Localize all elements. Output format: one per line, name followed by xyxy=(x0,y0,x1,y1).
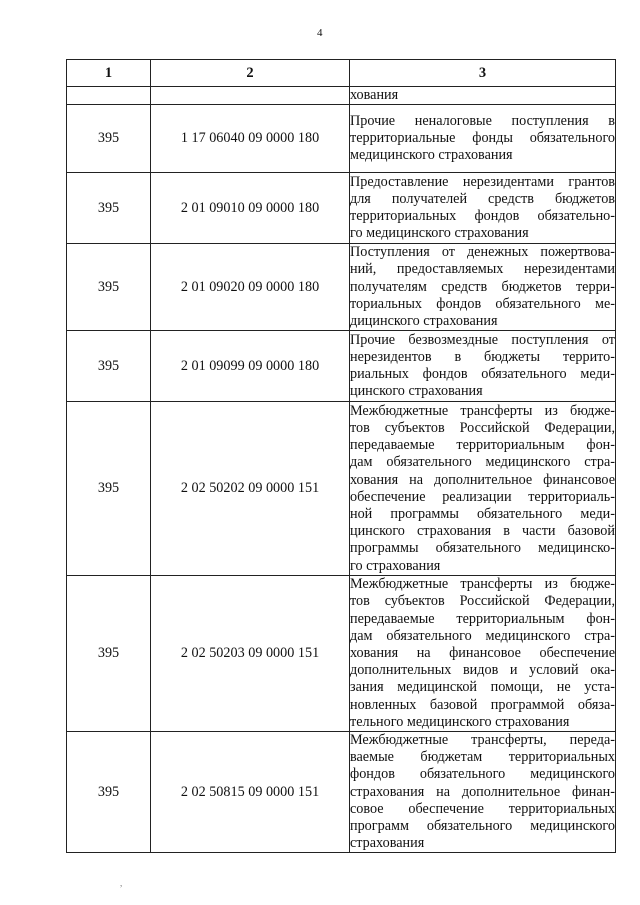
description-cell xyxy=(350,244,616,331)
desc-line: дам обязательного медицинского стра- xyxy=(350,454,615,471)
table-row xyxy=(67,173,616,244)
scan-mark: , xyxy=(120,878,123,888)
desc-line: страхования на дополнительное финан- xyxy=(350,783,615,800)
desc-line: Межбюджетные трансферты из бюдже- xyxy=(350,402,615,419)
desc-line: ваемые бюджетам территориальных xyxy=(350,749,615,766)
description-cell xyxy=(350,331,616,402)
desc-line: обеспечение реализации территориаль- xyxy=(350,488,615,505)
desc-line: тов субъектов Российской Федерации, xyxy=(350,593,615,610)
desc-line: риальных фондов обязательного меди- xyxy=(350,366,615,383)
desc-line: передаваемые территориальным фон- xyxy=(350,610,615,627)
desc-line: Межбюджетные трансферты из бюдже- xyxy=(350,576,615,593)
budget-code-cell: 2 02 50202 09 0000 151 xyxy=(151,402,350,576)
table-row xyxy=(67,331,616,402)
admin-code-cell: 395 xyxy=(67,331,151,402)
desc-line: новленных базовой программой обяза- xyxy=(350,696,615,713)
desc-line: зания медицинской помощи, не уста- xyxy=(350,679,615,696)
budget-code-cell: 2 01 09099 09 0000 180 xyxy=(151,331,350,402)
budget-code-cell: 1 17 06040 09 0000 180 xyxy=(151,105,350,173)
header-col-2: 2 xyxy=(151,60,350,87)
desc-line: ной программы обязательного меди- xyxy=(350,505,615,522)
budget-code-cell: 2 01 09020 09 0000 180 xyxy=(151,244,350,331)
desc-line: программы обязательного медицинско- xyxy=(350,540,615,557)
desc-line: хования на дополнительное финансовое xyxy=(350,471,615,488)
table-row xyxy=(67,244,616,331)
desc-line: получателям средств бюджетов терри- xyxy=(350,278,615,295)
desc-line: тов субъектов Российской Федерации, xyxy=(350,419,615,436)
desc-line: Прочие безвозмездные поступления от xyxy=(350,331,615,348)
budget-code-cell: 2 02 50815 09 0000 151 xyxy=(151,732,350,853)
desc-line: Прочие неналоговые поступления в xyxy=(350,112,615,129)
continuation-desc-cell xyxy=(350,87,616,105)
desc-line: для получателей средств бюджетов xyxy=(350,191,615,207)
desc-line: цинского страхования в части базовой xyxy=(350,523,615,540)
header-col-3: 3 xyxy=(350,60,616,87)
admin-code-cell: 395 xyxy=(67,244,151,331)
desc-line: ний, предоставляемых нерезидентами xyxy=(350,261,615,278)
desc-line: территориальных фондов обязательно- xyxy=(350,208,615,225)
admin-code-cell: 395 xyxy=(67,173,151,244)
codes-table xyxy=(66,59,616,853)
table-row xyxy=(67,402,616,576)
table-row xyxy=(67,576,616,732)
desc-line: дицинского страхования xyxy=(350,313,498,330)
continuation-code-cell xyxy=(151,87,350,105)
desc-line: го страхования xyxy=(350,557,441,574)
budget-code-cell: 2 02 50203 09 0000 151 xyxy=(151,576,350,732)
desc-line: Межбюджетные трансферты, переда- xyxy=(350,732,615,749)
desc-line: совое обеспечение территориальных xyxy=(350,800,615,817)
table-row xyxy=(67,105,616,173)
desc-line: передаваемые территориальным фон- xyxy=(350,437,615,454)
desc-line: медицинского страхования xyxy=(350,147,513,164)
page-number: 4 xyxy=(317,27,323,39)
table-row xyxy=(67,732,616,853)
budget-code-cell: 2 01 09010 09 0000 180 xyxy=(151,173,350,244)
description-cell xyxy=(350,576,616,732)
desc-line: хования на финансовое обеспечение xyxy=(350,645,615,662)
description-cell xyxy=(350,105,616,173)
desc-line: тельного медицинского страхования xyxy=(350,713,570,730)
desc-line: нерезидентов в бюджеты террито- xyxy=(350,349,615,366)
continuation-admin-cell xyxy=(67,87,151,105)
admin-code-cell: 395 xyxy=(67,576,151,732)
admin-code-cell: 395 xyxy=(67,732,151,853)
desc-line: хования xyxy=(350,87,399,103)
desc-line: ториальных фондов обязательного ме- xyxy=(350,295,615,312)
desc-line: страхования xyxy=(350,835,425,852)
description-cell xyxy=(350,402,616,576)
desc-line: программ обязательного медицинского xyxy=(350,818,615,835)
desc-line: фондов обязательного медицинского xyxy=(350,766,615,783)
continuation-row xyxy=(67,87,616,105)
desc-line: Поступления от денежных пожертвова- xyxy=(350,244,615,261)
description-cell xyxy=(350,732,616,853)
admin-code-cell: 395 xyxy=(67,105,151,173)
desc-line: го медицинского страхования xyxy=(350,225,529,242)
admin-code-cell: 395 xyxy=(67,402,151,576)
desc-line: Предоставление нерезидентами грантов xyxy=(350,173,615,190)
desc-line: дам обязательного медицинского стра- xyxy=(350,627,615,644)
desc-line: дополнительных видов и условий ока- xyxy=(350,662,615,679)
header-col-1: 1 xyxy=(67,60,151,87)
desc-line: территориальные фонды обязательного xyxy=(350,130,615,147)
desc-line: цинского страхования xyxy=(350,383,483,400)
description-cell xyxy=(350,173,616,244)
table-header-row xyxy=(67,60,616,87)
